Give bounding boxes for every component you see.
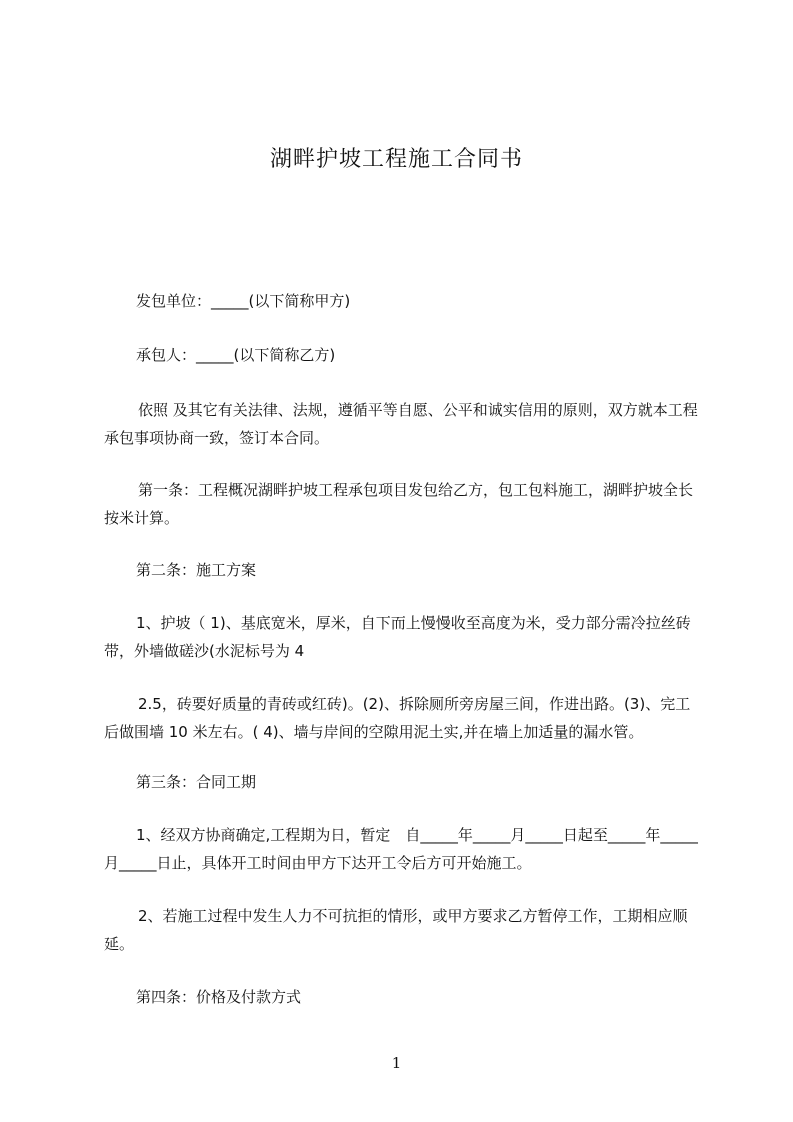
article-4-heading: 第四条：价格及付款方式	[136, 988, 302, 1006]
party-a-line: 发包单位：_____(以下简称甲方)	[136, 292, 351, 310]
page-number: 1	[391, 1054, 402, 1072]
document-title: 湖畔护坡工程施工合同书	[269, 147, 523, 172]
article-2-item-2: 2.5，砖要好质量的青砖或红砖)。(2)、拆除厕所旁房屋三间，作进出路。(3)、完工后做围墙 10 米左右。( 4)、墙与岸间的空隙用泥土实,并在墙上加适量的漏水管。	[104, 695, 691, 741]
article-3-item-1: 1、经双方协商确定,工程期为日，暂定 自_____年_____月_____日起至_____年_____月_____日止，具体开工时间由甲方下达开工令后方可开始施工。	[104, 826, 698, 872]
article-1-paragraph: 第一条：工程概况湖畔护坡工程承包项目发包给乙方，包工包料施工，湖畔护坡全长按米计算。	[104, 481, 694, 527]
article-3-item-2: 2、若施工过程中发生人力不可抗拒的情形，或甲方要求乙方暂停工作，工期相应顺延。	[104, 907, 688, 953]
article-2-heading: 第二条：施工方案	[136, 561, 257, 579]
article-3-heading: 第三条：合同工期	[136, 773, 257, 791]
preamble-paragraph: 依照 及其它有关法律、法规，遵循平等自愿、公平和诚实信用的原则，双方就本工程承包事项协商一致，签订本合同。	[104, 401, 698, 447]
article-2-item-1: 1、护坡（ 1)、基底宽米，厚米，自下而上慢慢收至高度为米，受力部分需冷拉丝砖带，外墙做磋沙(水泥标号为 4	[104, 614, 691, 660]
party-b-line: 承包人：_____(以下简称乙方)	[136, 346, 336, 364]
